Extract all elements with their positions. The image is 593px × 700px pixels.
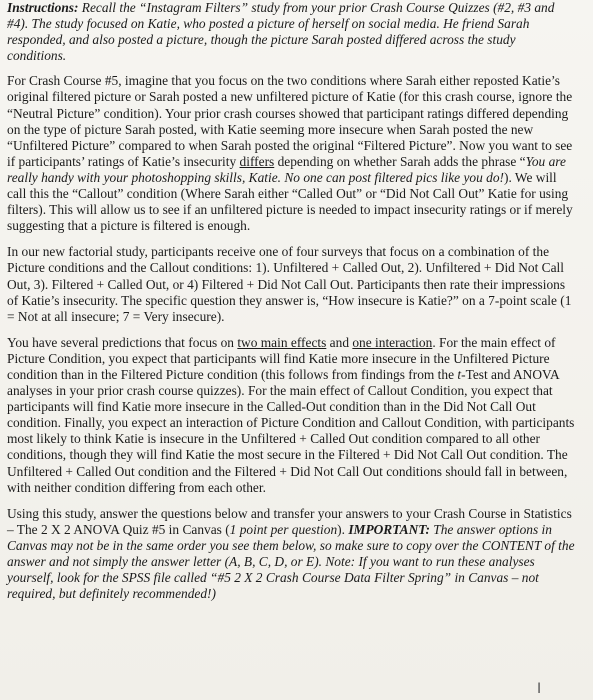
important-label: IMPORTANT:	[348, 521, 430, 537]
para4-text-d: -Test and ANOVA analyses in your prior crash course quizzes). For the main effect of Callout Condition, you expect that participants will find Katie more insecure in the Called-Out condition than in the Did Not Call Out condition. Finally, you expect an interaction of Picture Condition and Callout Condition, with participants most likely to think Katie is insecure in the Unfiltered + Called Out condition compared to all other conditions, though they will find Katie the most secure in the Filtered + Did Not Call Out condition. The Unfiltered + Called Out condition and the Filtered + Did Not Call Out conditions should fall in between, with neither condition differing from each other.	[7, 366, 575, 495]
paragraph-using-this-study	[7, 506, 575, 603]
paragraph-predictions	[7, 335, 575, 496]
underlined-one-interaction: one interaction	[352, 334, 433, 350]
important-text: The answer options in Canvas may not be in the same order you see them below, so make sure to copy over the CONTENT of the answer and not simply the answer letter (A, B, C, D, or E). Note: If you want to run these analyses yourself, look for the SPSS file called “#5 2 X 2 Crash Course Data Filter Spring” in Canvas – not required, but definitely recommended!)	[7, 521, 575, 602]
t-italic: t	[457, 366, 462, 382]
para2-text-a: For Crash Course #5, imagine that you focus on the two conditions where Sarah either reposted Katie’s original filtered picture or Sarah posted a new unfiltered picture of Katie (for this crash course, ignore the “Neutral Picture” condition). Your prior crash courses showed that participant ratings differed depending on the type of picture Sarah posted, with Katie seeming more insecure when Sarah posted the new “Unfiltered Picture” compared to when Sarah posted the original “Filtered Picture”. Now you want to see if participants’ ratings of Katie’s insecurity	[7, 73, 573, 169]
sarah-quote: You are really handy with your photoshopping skills, Katie. No one can post filtered pics like you do!	[7, 153, 566, 185]
para2-text-b: depending on whether Sarah adds the phrase “	[274, 153, 526, 169]
paragraph-factorial-study: In our new factorial study, participants receive one of four surveys that focus on a combination of the Picture conditions and the Callout conditions: 1). Unfiltered + Called Out, 2). Unfiltered + Did Not Call Out, 3). Filtered + Called Out, or 4) Filtered + Did Not Call Out. Participants then rate their impressions of Katie’s insecurity. The specific question they answer is, “How insecure is Katie?” on a 7-point scale (1 = Not at all insecure; 7 = Very insecure).	[7, 244, 572, 324]
points-note: 1 point per question	[229, 521, 338, 537]
para2-text-c: ). We will call this the “Callout” condition (Where Sarah either “Called Out” or “Did Not Call Out” Katie for using filters). This will allow us to see if an unfiltered picture is needed to impact insecurity ratings or if merely suggesting that a picture is filtered is enough.	[7, 169, 573, 234]
para4-text-a: You have several predictions that focus on	[7, 334, 238, 350]
instructions-text: Recall the “Instagram Filters” study from your prior Crash Course Quizzes (#2, #3 and #4). The study focused on Katie, who posted a picture of herself on social media. He friend Sarah responded, and also posted a picture, though the picture Sarah posted differed across the study conditions.	[7, 0, 555, 64]
text-cursor-icon: I	[537, 681, 542, 697]
instructions-paragraph	[7, 0, 575, 64]
underlined-differs: differs	[239, 153, 275, 169]
para5-text-b: ).	[337, 521, 349, 537]
paragraph-crash-course-5	[7, 73, 575, 234]
instructions-label: Instructions:	[7, 0, 79, 15]
para4-text-c: . For the main effect of Picture Condition, you expect that participants will find Katie more insecure in the Unfiltered Picture condition than in the Filtered Picture condition (this follows from findings from the	[7, 334, 556, 382]
para5-text-a: Using this study, answer the questions below and transfer your answers to your Crash Course in Statistics – The 2 X 2 ANOVA Quiz #5 in Canvas (	[7, 505, 572, 537]
para4-text-b: and	[326, 334, 353, 350]
underlined-two-main-effects: two main effects	[237, 334, 327, 350]
